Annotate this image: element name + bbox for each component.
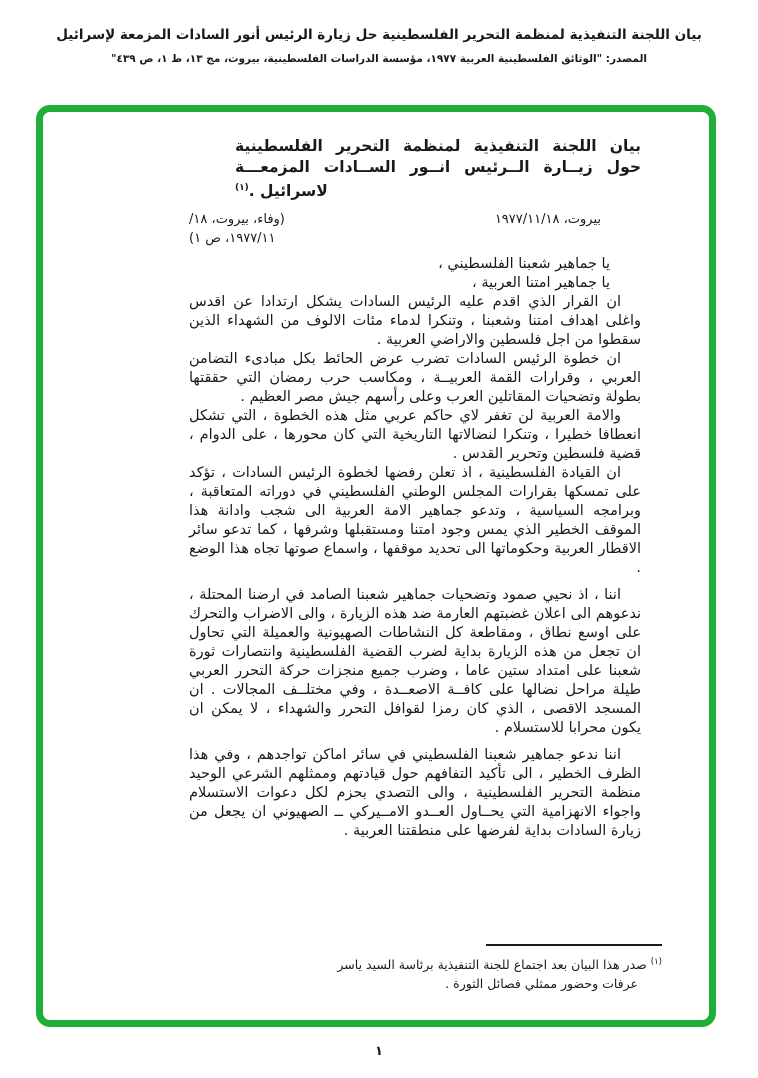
statement-title-line: حول زيــارة الــرئيس انــور الســادات المزمعـــة <box>235 158 641 176</box>
statement-paragraph: والامة العربية لن تغفر لاي حاكم عربي مثل هذه الخطوة ، التي تشكل انعطافا خطيرا ، وتنكرا لنضالاتها التاريخية التي كان محورها ، على الدوام ، قضية فلسطين وتحرير القدس . <box>189 408 641 463</box>
statement-paragraph: ان القرار الذي اقدم عليه الرئيس السادات يشكل ارتدادا عن اقدس واغلى اهداف امتنا وشعبنا ، وتنكرا لدماء مئات الالوف من الشهداء الذين سقطوا من اجل فلسطين والاراضي العربية . <box>189 294 641 349</box>
footnote-separator <box>486 944 662 946</box>
statement-paragraph: ان القيادة الفلسطينية ، اذ تعلن رفضها لخطوة الرئيس السادات ، تؤكد على تمسكها بقرارات المجلس الوطني الفلسطيني في دوراته المتعاقبة ، وبرامجه السياسية ، وتدعو جماهير الامة العربية الى شجب وادانة هذا الموقف الخطير الذي يمس وجود امتنا ومستقبلها وشرفها ، كما تدعو سائر الاقطار العربية وحكوماتها الى تحديد موقفها ، واسماع صوتها تجاه هذا الوضع . <box>189 465 641 577</box>
dateline-citation-line: ١٩٧٧/١١، ص ١) <box>189 231 276 247</box>
page-header-title: بيان اللجنة التنفيذية لمنظمة التحرير الفلسطينية حل زيارة الرئيس أنور السادات المزمعة لإسرائيل <box>56 27 702 43</box>
statement-title-line <box>235 178 641 202</box>
salutation-line: يا جماهير امتنا العربية ، <box>472 275 610 292</box>
footnote-reference: (١) <box>235 183 249 193</box>
statement-frame <box>36 105 716 1027</box>
page-header <box>0 27 758 65</box>
dateline-citation-line: (وفاء، بيروت، ١٨/ <box>189 212 285 228</box>
dateline-place-date: بيروت، ١٩٧٧/١١/١٨ <box>494 212 601 228</box>
page-number: ١ <box>375 1044 383 1059</box>
dateline-citation <box>189 210 285 248</box>
statement-title-line-text: لاسرائيل . <box>248 182 328 201</box>
statement-body <box>189 136 641 841</box>
dateline <box>189 210 641 248</box>
footnote-text <box>316 953 662 993</box>
salutations <box>189 255 641 293</box>
footnote-marker: (١) <box>650 957 662 967</box>
statement-title-line: بيان اللجنة التنفيذية لمنظمة التحرير الفلسطينية <box>235 137 641 155</box>
footnote <box>316 944 662 993</box>
statement-paragraph: ان خطوة الرئيس السادات تضرب عرض الحائط بكل مبادىء التضامن العربي ، وقرارات القمة العربيــة ، ومكاسب حرب رمضان التي حققتها بطولة وتضحيات المقاتلين العرب وعلى رأسهم جيش مصر العظيم . <box>189 351 641 406</box>
statement-paragraph: اننا ، اذ نحيي صمود وتضحيات جماهير شعبنا الصامد في ارضنا المحتلة ، ندعوهم الى اعلان غضبتهم العارمة ضد هذه الزيارة ، والى الاضراب والتحرك على اوسع نطاق ، ومقاطعة كل النشاطات الصهيونية والعميلة التي تحاول ان تجعل من هذه الزيارة بداية لضرب القضية الفلسطينية وانتصارات ثورة شعبنا على امتداد ستين عاما ، وضرب جميع منجزات حركة التحرر العربي طيلة مراحل نضالها على كافــة الاصعــدة ، وفي مختلــف المجالات . ان المسجد الاقصى ، الذي كان رمزا لقوافل التحرر والشهداء ، لا يمكن ان يكون محرابا للاستسلام . <box>189 587 641 737</box>
salutation-line: يا جماهير شعبنا الفلسطيني ، <box>438 256 610 273</box>
footnote-body: صدر هذا البيان بعد اجتماع للجنة التنفيذية برئاسة السيد ياسر عرفات وحضور ممثلي فصائل الثورة . <box>337 957 647 992</box>
page-header-source: المصدر: "الوثائق الفلسطينية العربية ١٩٧٧، مؤسسة الدراسات الفلسطينية، بيروت، مج ١٣، ط ١، ص ٤٣٩" <box>110 53 647 65</box>
statement-title <box>235 136 641 202</box>
statement-paragraph: اننا ندعو جماهير شعبنا الفلسطيني في سائر اماكن تواجدهم ، وفي هذا الظرف الخطير ، الى تأكيد التفافهم حول قيادتهم وممثلهم الشرعي الوحيد منظمة التحرير الفلسطينية ، والى التصدي بحزم لكل دعوات الاستسلام واجواء الانهزامية التي يحــاول العــدو الامــيركي ــ الصهيوني ان يجعل من زيارة السادات بداية لفرضها على منطقتنا العربية . <box>189 747 641 840</box>
